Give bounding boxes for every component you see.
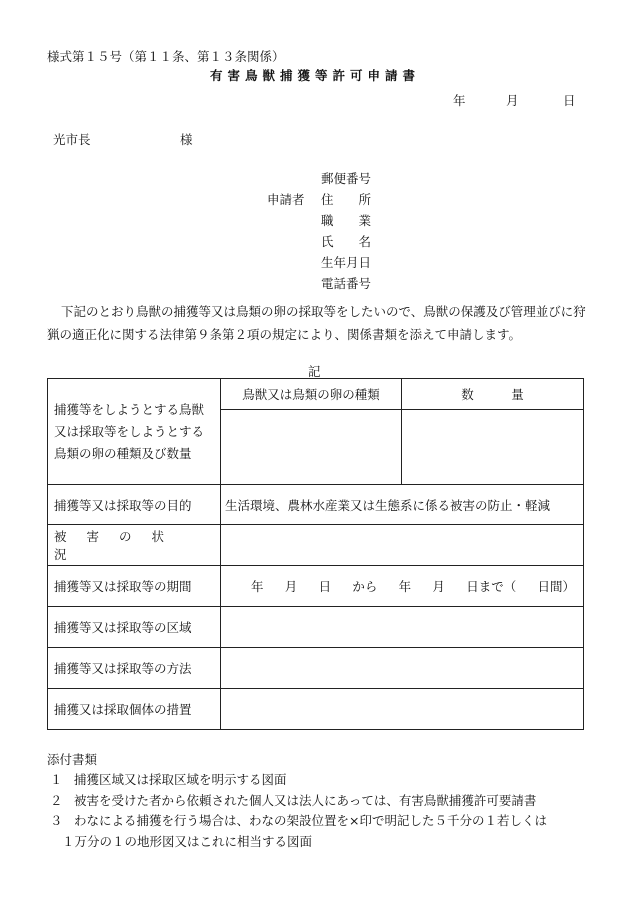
attachment-number: ３ [50, 813, 63, 828]
quantity-value[interactable] [402, 410, 584, 485]
attachment-item: わなによる捕獲を行う場合は、わなの架設位置を×印で明記した５千分の１若しくは [74, 813, 547, 828]
addressee: 光市長 [53, 132, 91, 147]
name-label: 氏 名 [321, 234, 372, 249]
phone-label: 電話番号 [321, 276, 372, 291]
disposal-label: 捕獲又は採取個体の措置 [48, 689, 221, 730]
period-start-day: 日 [318, 579, 332, 594]
period-value[interactable] [221, 566, 584, 607]
period-kara: から [352, 579, 378, 594]
address-label: 住 所 [321, 192, 372, 207]
damage-value[interactable] [221, 525, 584, 566]
damage-label [48, 525, 221, 566]
method-label: 捕獲等又は採取等の方法 [48, 648, 221, 689]
area-label: 捕獲等又は採取等の区域 [48, 607, 221, 648]
quantity-header: 数 量 [402, 379, 584, 410]
form-number: 様式第１５号（第１１条、第１３条関係） [47, 49, 285, 64]
species-value[interactable] [221, 410, 402, 485]
purpose-value: 生活環境、農林水産業又は生態系に係る被害の防止・軽減 [221, 485, 584, 525]
attachment-number: ２ [50, 793, 63, 808]
applicant-label: 申請者 [267, 192, 305, 207]
ki-heading: 記 [308, 364, 321, 379]
period-label: 捕獲等又は採取等の期間 [48, 566, 221, 607]
honorific: 様 [180, 132, 193, 147]
date-month-label: 月 [506, 93, 519, 108]
disposal-value[interactable] [221, 689, 584, 730]
period-end-year: 年 [398, 579, 412, 594]
occupation-label: 職 業 [321, 213, 372, 228]
period-start-month: 月 [284, 579, 298, 594]
application-table [47, 378, 584, 730]
area-value[interactable] [221, 607, 584, 648]
attachment-item: 捕獲区域又は採取区域を明示する図面 [74, 772, 287, 787]
application-statement: 下記のとおり鳥獣の捕獲等又は鳥類の卵の採取等をしたいので、鳥獣の保護及び管理並びに狩猟の適正化に関する法律第９条第２項の規定により、関係書類を添えて申請します。 [47, 304, 586, 342]
purpose-label: 捕獲等又は採取等の目的 [48, 485, 221, 525]
birthdate-label: 生年月日 [321, 255, 372, 270]
period-days: 日間） [537, 579, 575, 594]
species-header: 鳥獣又は鳥類の卵の種類 [221, 379, 402, 410]
attachment-item: 被害を受けた者から依頼された個人又は法人にあっては、有害鳥獣捕獲許可要請書 [74, 793, 537, 808]
period-end-month: 月 [432, 579, 445, 594]
damage-label-text: 被害の状況 [54, 529, 185, 562]
document-title: 有害鳥獣捕獲等許可申請書 [209, 68, 420, 83]
postal-code-label: 郵便番号 [321, 171, 372, 186]
period-start-year: 年 [251, 579, 264, 594]
period-end-day: 日まで（ [466, 579, 517, 594]
date-day-label: 日 [563, 93, 576, 108]
attachments-title: 添付書類 [47, 752, 98, 767]
species-label: 捕獲等をしようとする鳥獣又は採取等をしようとする鳥類の卵の種類及び数量 [48, 379, 221, 485]
method-value[interactable] [221, 648, 584, 689]
date-year-label: 年 [453, 93, 466, 108]
attachment-number: １ [50, 772, 63, 787]
attachment-item-continuation: １万分の１の地形図又はこれに相当する図面 [62, 834, 313, 849]
